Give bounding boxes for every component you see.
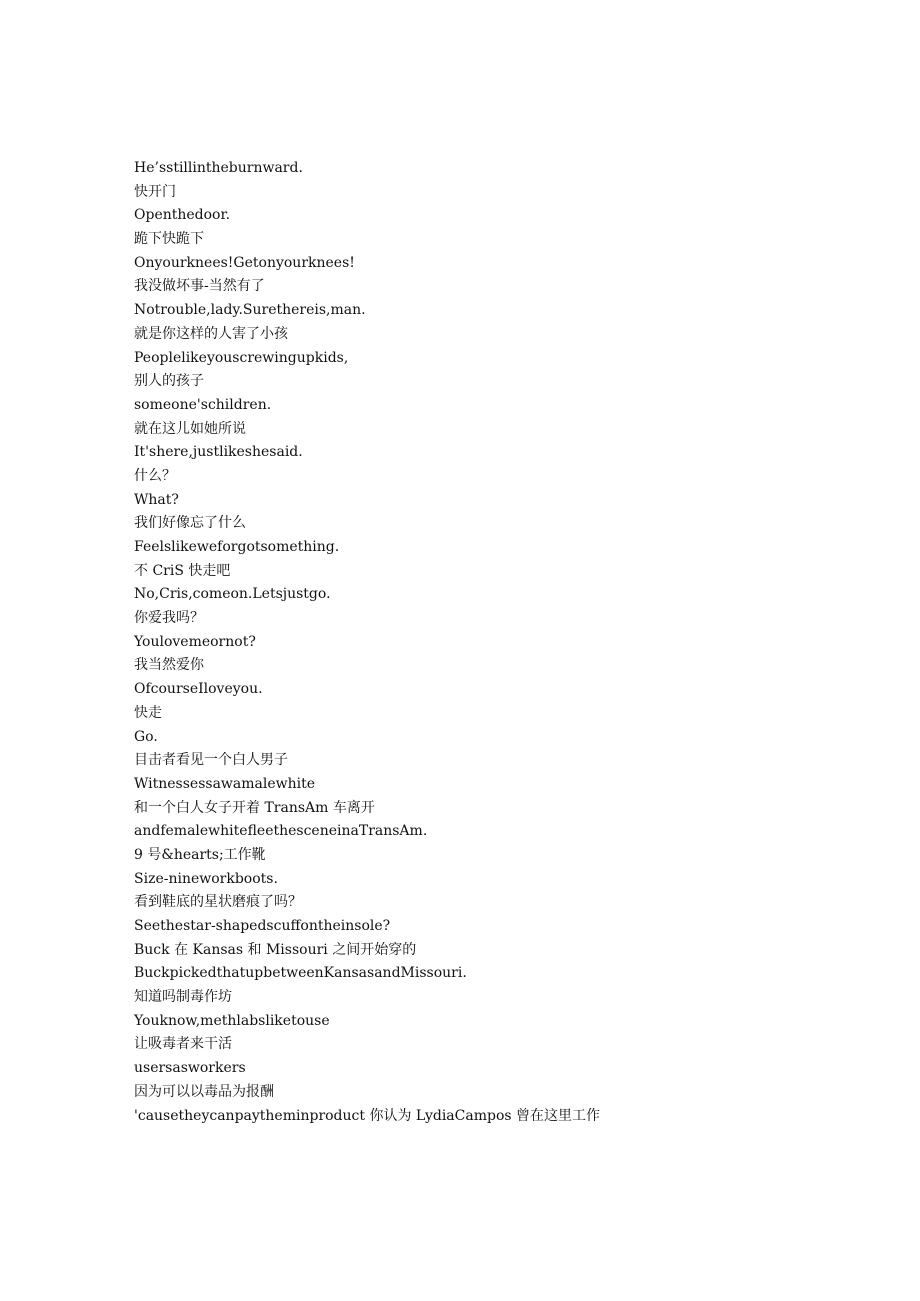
text-line: 让吸毒者来干活	[134, 1036, 232, 1053]
text-line: 我当然爱你	[134, 657, 204, 674]
text-line: 我们好像忘了什么	[134, 515, 246, 532]
text-line: Youknow,methlabsliketouse	[134, 1012, 330, 1029]
text-line: 就在这儿如她所说	[134, 420, 246, 437]
text-line: No,Cris,comeon.Letsjustgo.	[134, 586, 331, 603]
text-line: Go.	[134, 728, 158, 745]
text-line: 快走	[134, 704, 162, 721]
text-line: BuckpickedthatupbetweenKansasandMissouri.	[134, 965, 467, 982]
text-line: Witnessessawamalewhite	[134, 775, 316, 792]
text-line: Size-nineworkboots.	[134, 870, 278, 887]
text-line: Seethestar-shapedscuffontheinsole?	[134, 918, 391, 934]
text-line: 9 号&hearts;工作靴	[134, 846, 266, 863]
text-line: 因为可以以毒品为报酬	[134, 1083, 274, 1100]
text-line: andfemalewhitefleethesceneinaTransAm.	[134, 823, 428, 840]
text-line: 看到鞋底的星状磨痕了吗？	[134, 894, 302, 911]
text-line: Buck 在 Kansas 和 Missouri 之间开始穿的	[134, 941, 417, 958]
text-line: 别人的孩子	[134, 373, 204, 390]
text-line: 就是你这样的人害了小孩	[134, 325, 288, 342]
text-line: 我没做坏事-当然有了	[134, 278, 265, 295]
text-line: 什么？	[134, 467, 176, 484]
text-line: Youlovemeornot?	[134, 633, 256, 650]
text-line: Feelslikeweforgotsomething.	[134, 539, 340, 555]
text-line: 跪下快跪下	[134, 231, 204, 248]
subtitle-text-block	[134, 157, 854, 1128]
text-line: It'shere,justlikeshesaid.	[134, 444, 303, 461]
text-line: 'causetheycanpaytheminproduct 你认为 LydiaCampos 曾在这里工作	[134, 1107, 601, 1124]
text-line: 你爱我吗？	[134, 610, 204, 627]
text-line: someone'schildren.	[134, 396, 272, 413]
text-line: What?	[134, 491, 179, 508]
text-line: 快开门	[134, 183, 176, 200]
text-line: Peoplelikeyouscrewingupkids,	[134, 349, 349, 366]
text-line: usersasworkers	[134, 1060, 246, 1077]
text-line: Notrouble,lady.Surethereis,man.	[134, 302, 366, 319]
text-line: 和一个白人女子开着 TransAm 车离开	[134, 799, 375, 816]
text-line: OfcourseIloveyou.	[134, 681, 263, 698]
text-line: Onyourknees!Getonyourknees!	[134, 254, 355, 271]
text-line: 不 CriS 快走吧	[134, 562, 231, 579]
text-line: 知道吗制毒作坊	[134, 989, 232, 1006]
text-line: He’sstillintheburnward.	[134, 160, 303, 176]
text-line: Openthedoor.	[134, 207, 231, 224]
text-line: 目击者看见一个白人男子	[134, 752, 288, 769]
